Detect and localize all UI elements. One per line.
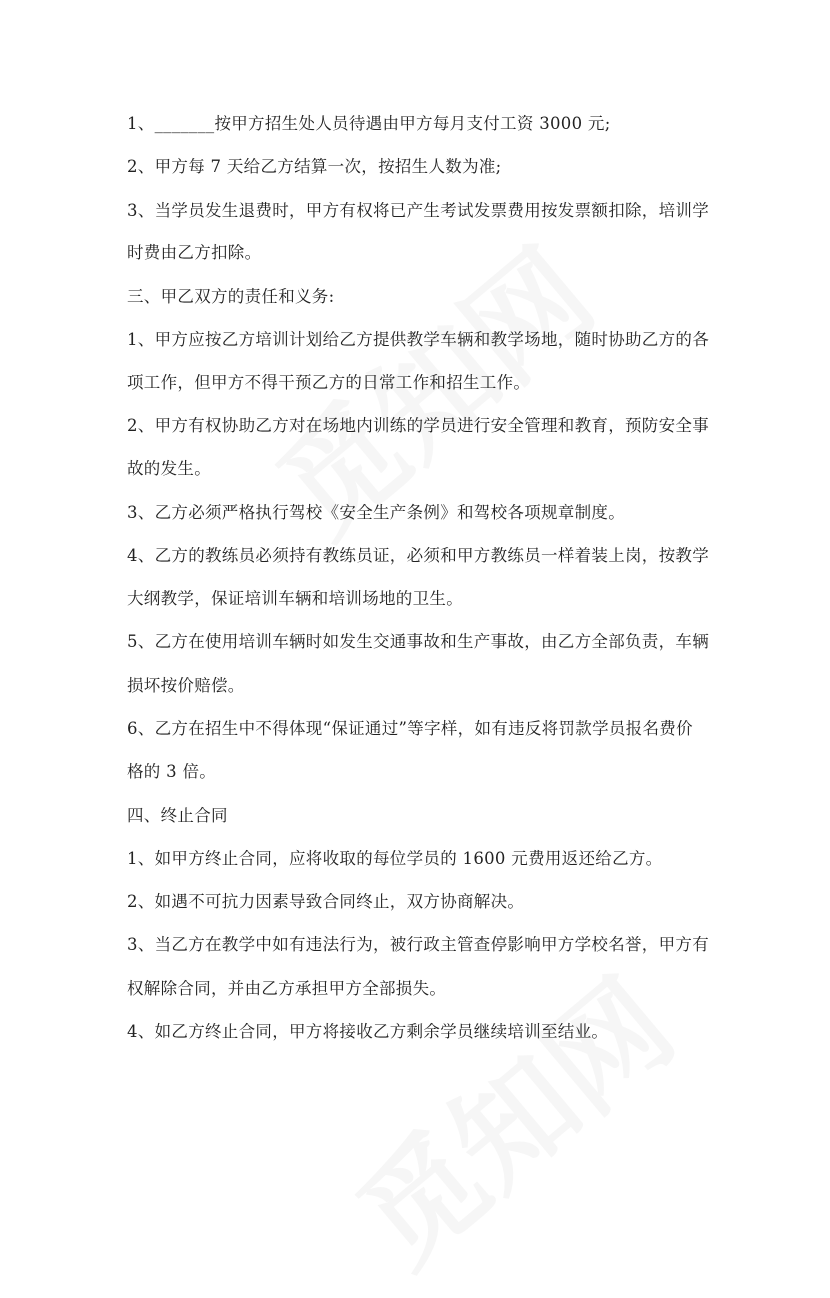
paragraph-line: 2、甲方每 7 天给乙方结算一次，按招生人数为准; xyxy=(127,157,502,176)
paragraph-line: 2、如遇不可抗力因素导致合同终止，双方协商解决。 xyxy=(127,892,525,911)
paragraph-line: 故的发生。 xyxy=(127,459,211,478)
paragraph-line: 3、当学员发生退费时，甲方有权将已产生考试发票费用按发票额扣除，培训学 xyxy=(127,201,709,220)
paragraph-line: 1、如甲方终止合同，应将收取的每位学员的 1600 元费用返还给乙方。 xyxy=(127,849,663,868)
paragraph-line: 6、乙方在招生中不得体现“保证通过”等字样，如有违反将罚款学员报名费价 xyxy=(127,719,693,738)
paragraph-line: 3、乙方必须严格执行驾校《安全生产条例》和驾校各项规章制度。 xyxy=(127,503,625,522)
paragraph-line: 4、如乙方终止合同，甲方将接收乙方剩余学员继续培训至结业。 xyxy=(127,1022,609,1041)
paragraph-line: 1、_______按甲方招生处人员待遇由甲方每月支付工资 3000 元; xyxy=(127,114,611,133)
paragraph-line: 4、乙方的教练员必须持有教练员证，必须和甲方教练员一样着装上岗，按教学 xyxy=(127,546,709,565)
paragraph-line: 1、甲方应按乙方培训计划给乙方提供教学车辆和教学场地，随时协助乙方的各 xyxy=(127,330,709,349)
section-heading: 三、甲乙双方的责任和义务: xyxy=(127,287,335,306)
section-heading: 四、终止合同 xyxy=(127,806,228,825)
paragraph-line: 2、甲方有权协助乙方对在场地内训练的学员进行安全管理和教育，预防安全事 xyxy=(127,416,709,435)
paragraph-line: 3、当乙方在教学中如有违法行为，被行政主管查停影响甲方学校名誉，甲方有 xyxy=(127,935,709,954)
paragraph-line: 大纲教学，保证培训车辆和培训场地的卫生。 xyxy=(127,589,463,608)
paragraph-line: 损坏按价赔偿。 xyxy=(127,676,245,695)
paragraph-line: 项工作，但甲方不得干预乙方的日常工作和招生工作。 xyxy=(127,373,531,392)
paragraph-line: 格的 3 倍。 xyxy=(127,762,217,781)
paragraph-line: 5、乙方在使用培训车辆时如发生交通事故和生产事故，由乙方全部负责，车辆 xyxy=(127,632,709,651)
paragraph-line: 权解除合同，并由乙方承担甲方全部损失。 xyxy=(127,979,447,998)
paragraph-line: 时费由乙方扣除。 xyxy=(127,243,262,262)
